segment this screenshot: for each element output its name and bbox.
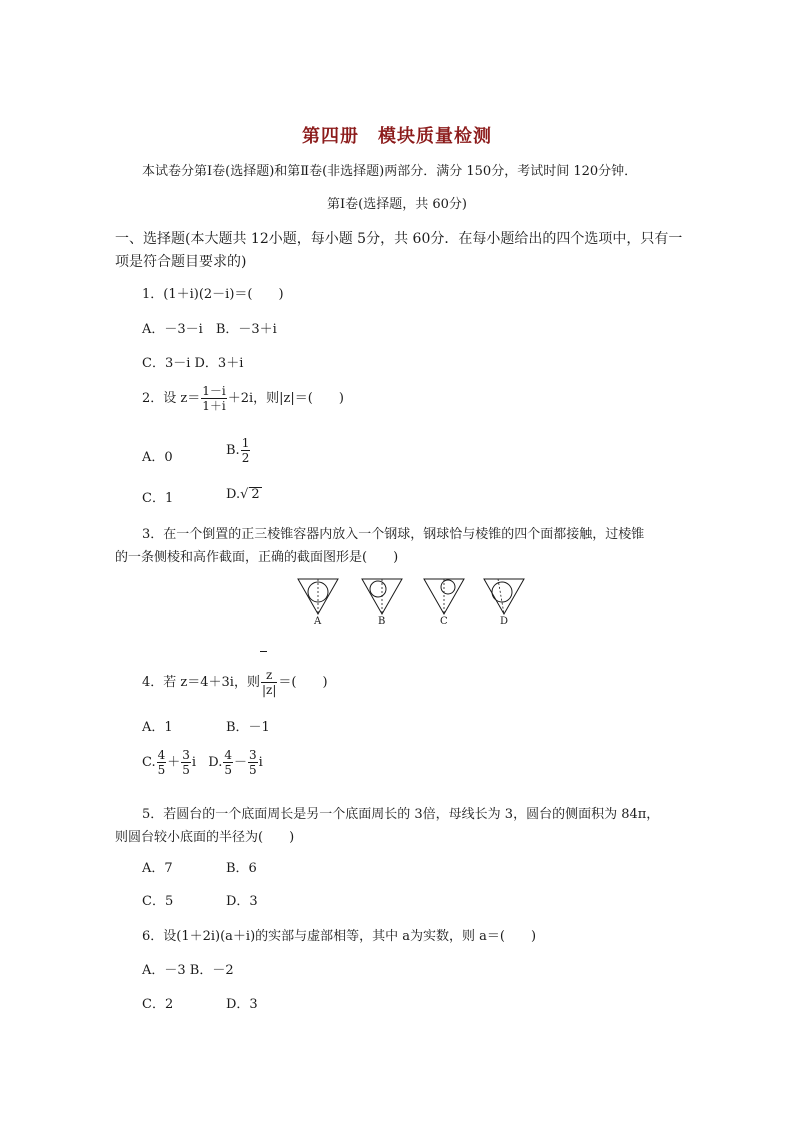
q3-figure-svg bbox=[294, 576, 534, 632]
q2-option-b-frac bbox=[241, 436, 251, 465]
q5-option-d: D．3 bbox=[226, 894, 258, 909]
figure-a-icon bbox=[298, 579, 338, 614]
q4-d-frac1 bbox=[223, 748, 233, 777]
q4-d-op: － bbox=[233, 755, 247, 770]
q2-frac-den: 1＋i bbox=[202, 399, 226, 413]
q2-option-d bbox=[226, 487, 262, 502]
q6-stem: 6．设(1＋2i)(a＋i)的实部与虚部相等，其中 a为实数，则 a＝( ) bbox=[142, 929, 537, 944]
q2-option-c: C．1 bbox=[142, 491, 174, 506]
conjugate-bar bbox=[260, 651, 267, 652]
q4-options-cd bbox=[142, 748, 263, 777]
q4-c-i: i bbox=[191, 755, 197, 770]
figure-c-icon bbox=[424, 579, 464, 614]
q5-stem-line2: 则圆台较小底面的半径为( ) bbox=[115, 830, 295, 845]
q3-stem-line2: 的一条侧棱和高作截面，正确的截面图形是( ) bbox=[115, 550, 399, 565]
part-heading: 第Ⅰ卷(选择题，共 60分) bbox=[327, 197, 467, 212]
q2-option-b-label: B. bbox=[226, 443, 240, 458]
q4-option-a: A．1 bbox=[142, 720, 173, 735]
q3-figure bbox=[294, 576, 534, 636]
q4-stem-pre: 4．若 z＝4＋3i，则 bbox=[142, 675, 260, 690]
q5-option-c: C．5 bbox=[142, 894, 174, 909]
q2-option-b bbox=[226, 436, 251, 465]
q4-d-n2: 3 bbox=[248, 748, 257, 762]
q1-stem: 1．(1＋i)(2－i)＝( ) bbox=[142, 287, 284, 302]
q4-c-n1: 4 bbox=[157, 748, 166, 762]
q4-c-d1: 5 bbox=[157, 763, 166, 777]
figure-d-icon bbox=[484, 579, 524, 614]
q2-option-a: A．0 bbox=[142, 450, 173, 465]
q4-c-d2: 5 bbox=[182, 763, 190, 777]
q2-frac-num: 1－i bbox=[202, 384, 226, 398]
q4-frac-num: z bbox=[261, 668, 277, 683]
figure-label-d: D bbox=[500, 616, 509, 627]
q5-option-a: A．7 bbox=[142, 861, 173, 876]
q4-c-n2: 3 bbox=[182, 748, 190, 762]
page-title: 第四册 模块质量检测 bbox=[302, 126, 492, 147]
q4-option-d-label: D. bbox=[208, 755, 223, 770]
q4-c-op: ＋ bbox=[167, 755, 181, 770]
figure-b-icon bbox=[362, 579, 402, 614]
q2-fraction bbox=[201, 384, 226, 413]
q4-d-frac2 bbox=[248, 748, 258, 777]
q2-d-radicand: 2 bbox=[251, 487, 260, 502]
q2-option-d-label: D. bbox=[226, 487, 241, 502]
q1-options-ab: A．－3－i B．－3＋i bbox=[142, 322, 277, 337]
q5-stem-line1: 5．若圆台的一个底面周长是另一个底面周长的 3倍，母线长为 3，圆台的侧面积为 84π， bbox=[142, 807, 660, 822]
q5-option-b: B．6 bbox=[226, 861, 257, 876]
sqrt-symbol-icon: √ bbox=[240, 487, 249, 502]
q4-option-b: B．－1 bbox=[226, 720, 270, 735]
q4-d-n1: 4 bbox=[224, 748, 232, 762]
q4-d-i: i bbox=[258, 755, 263, 770]
figure-label-b: B bbox=[378, 616, 386, 627]
exam-intro: 本试卷分第Ⅰ卷(选择题)和第Ⅱ卷(非选择题)两部分．满分 150分，考试时间 120分钟． bbox=[142, 164, 638, 179]
q2-b-num: 1 bbox=[241, 436, 250, 450]
section-instructions: 一、选择题(本大题共 12小题，每小题 5分，共 60分．在每小题给出的四个选项中，只有一项是符合题目要求的) bbox=[115, 231, 683, 270]
q4-d-d1: 5 bbox=[224, 763, 232, 777]
q4-fraction bbox=[261, 668, 277, 697]
q2-stem-pre: 2．设 z＝ bbox=[142, 391, 201, 406]
q2-b-den: 2 bbox=[241, 451, 250, 465]
q4-frac-den: |z| bbox=[261, 683, 277, 697]
q4-stem bbox=[142, 668, 328, 697]
q2-stem-post: ＋2i，则|z|＝( ) bbox=[227, 391, 344, 406]
q4-c-frac2 bbox=[181, 748, 191, 777]
q4-stem-post: ＝( ) bbox=[278, 675, 328, 690]
q6-option-d: D．3 bbox=[226, 997, 258, 1012]
q2-stem bbox=[142, 384, 344, 413]
q6-options-ab: A．－3 B．－2 bbox=[142, 963, 234, 978]
q4-option-c-label: C. bbox=[142, 755, 156, 770]
figure-label-a: A bbox=[314, 616, 322, 627]
q3-stem-line1: 3．在一个倒置的正三棱锥容器内放入一个钢球，钢球恰与棱锥的四个面都接触，过棱锥 bbox=[142, 527, 645, 542]
q4-d-d2: 5 bbox=[248, 763, 257, 777]
q4-c-frac1 bbox=[157, 748, 167, 777]
figure-label-c: C bbox=[440, 616, 448, 627]
q6-option-c: C．2 bbox=[142, 997, 174, 1012]
q1-options-cd: C．3－i D．3＋i bbox=[142, 356, 244, 371]
